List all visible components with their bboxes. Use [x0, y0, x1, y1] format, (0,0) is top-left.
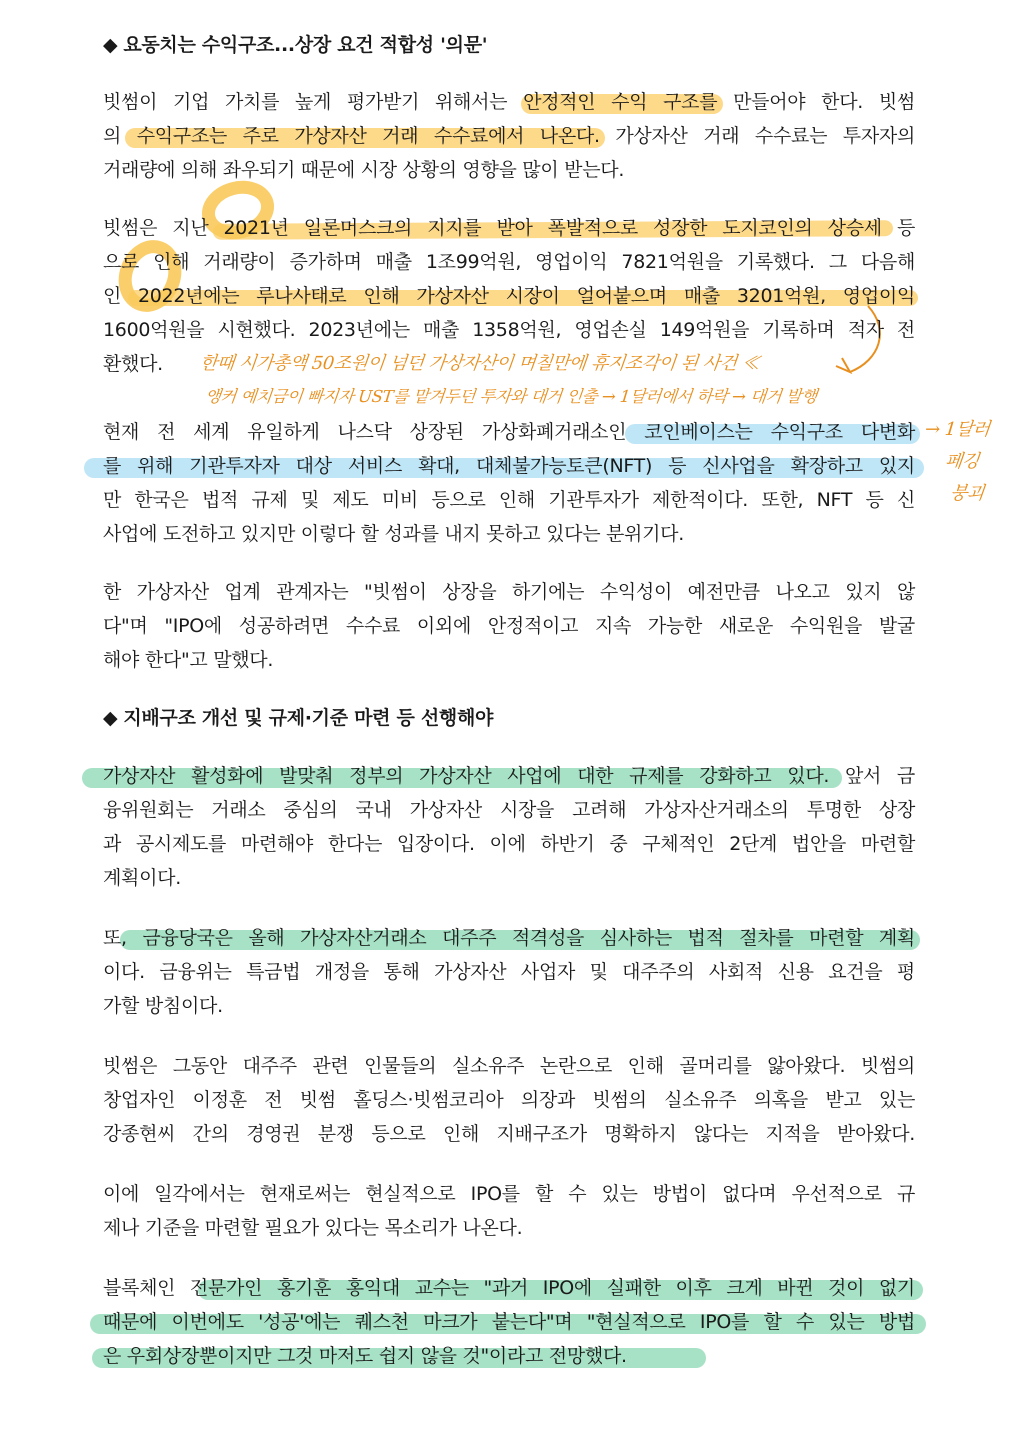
diamond-bullet-icon: ◆ [103, 707, 118, 729]
paragraph-line: 강종현씨 간의 경영권 분쟁 등으로 인해 지배구조가 명확하지 않다는 지적을 받아왔다. [103, 1123, 915, 1145]
handwritten-note-ust-depeg: 앵커 예치금이 빠지자 UST를 맡겨두던 투자와 대거 인출 → 1달러에서 하락 → 대거 발행 [204, 387, 818, 406]
paragraph-line: 때문에 이번에도 '성공'에는 퀘스천 마크가 붙는다"며 "현실적으로 IPO를 할 수 있는 방법 [103, 1311, 915, 1333]
paragraph-line: 또, 금융당국은 올해 가상자산거래소 대주주 적격성을 심사하는 법적 절차를 마련할 계획 [103, 927, 915, 949]
handwritten-side-note-2: 페깅 [943, 451, 980, 472]
paragraph-line: 블록체인 전문가인 홍기훈 홍익대 교수는 "과거 IPO에 실패한 이후 크게 바뀐 것이 없기 [103, 1277, 915, 1299]
paragraph-line: 현재 전 세계 유일하게 나스닥 상장된 가상화폐거래소인 코인베이스는 수익구조 다변화 [103, 421, 915, 443]
paragraph-line: 한 가상자산 업계 관계자는 "빗썸이 상장을 하기에는 수익성이 예전만큼 나오고 있지 않 [103, 581, 915, 603]
heading-text: 요동치는 수익구조...상장 요건 적합성 '의문' [123, 34, 488, 56]
section-heading-revenue [103, 30, 487, 60]
paragraph-line: 빗썸은 그동안 대주주 관련 인물들의 실소유주 논란으로 인해 골머리를 앓아왔다. 빗썸의 [103, 1055, 915, 1077]
diamond-bullet-icon: ◆ [103, 34, 118, 56]
paragraph-line: 은 우회상장뿐이지만 그것 마저도 쉽지 않을 것"이라고 전망했다. [103, 1345, 627, 1367]
paragraph-line: 이에 일각에서는 현재로써는 현실적으로 IPO를 할 수 있는 방법이 없다며 우선적으로 규 [103, 1183, 915, 1205]
paragraph-line: 가할 방침이다. [103, 995, 223, 1017]
paragraph-line: 빗썸은 지난 2021년 일론머스크의 지지를 받아 폭발적으로 성장한 도지코인의 상승세 등 [103, 217, 915, 239]
paragraph-line: 환했다. [103, 353, 163, 375]
paragraph-line: 다"며 "IPO에 성공하려면 수수료 이외에 안정적이고 지속 가능한 새로운 수익원을 발굴 [103, 615, 915, 637]
paragraph-line: 으로 인해 거래량이 증가하며 매출 1조99억원, 영업이익 7821억원을 기록했다. 그 다음해 [103, 251, 915, 273]
paragraph-line: 해야 한다"고 말했다. [103, 649, 274, 671]
paragraph-line: 사업에 도전하고 있지만 이렇다 할 성과를 내지 못하고 있다는 분위기다. [103, 523, 684, 545]
paragraph-line: 빗썸이 기업 가치를 높게 평가받기 위해서는 안정적인 수익 구조를 만들어야 한다. 빗썸 [103, 91, 915, 113]
handwritten-note-luna-event: 한때 시가총액 50조원이 넘던 가상자산이 며칠만에 휴지조각이 된 사건 ≪ [198, 353, 761, 374]
paragraph-line: 융위원회는 거래소 중심의 국내 가상자산 시장을 고려해 가상자산거래소의 투명한 상장 [103, 799, 915, 821]
section-heading-governance [103, 703, 493, 733]
paragraph-line: 이다. 금융위는 특금법 개정을 통해 가상자산 사업자 및 대주주의 사회적 신용 요건을 평 [103, 961, 915, 983]
paragraph-line: 계획이다. [103, 867, 181, 889]
paragraph-line: 과 공시제도를 마련해야 한다는 입장이다. 이에 하반기 중 구체적인 2단계 법안을 마련할 [103, 833, 915, 855]
paragraph-line: 거래량에 의해 좌우되기 때문에 시장 상황의 영향을 많이 받는다. [103, 159, 625, 181]
paragraph-line: 의 수익구조는 주로 가상자산 거래 수수료에서 나온다. 가상자산 거래 수수료는 투자자의 [103, 125, 915, 147]
paragraph-line: 가상자산 활성화에 발맞춰 정부의 가상자산 사업에 대한 규제를 강화하고 있다. 앞서 금 [103, 765, 915, 787]
paragraph-line: 인 2022년에는 루나사태로 인해 가상자산 시장이 얼어붙으며 매출 3201억원, 영업이익 [103, 285, 916, 307]
heading-text: 지배구조 개선 및 규제·기준 마련 등 선행해야 [123, 707, 494, 729]
paragraph-line: 제나 기준을 마련할 필요가 있다는 목소리가 나온다. [103, 1217, 523, 1239]
handwritten-side-note-1: → 1달러 [923, 419, 991, 440]
paragraph-line: 를 위해 기관투자자 대상 서비스 확대, 대체불가능토큰(NFT) 등 신사업을 확장하고 있지 [103, 455, 915, 477]
paragraph-line: 창업자인 이정훈 전 빗썸 홀딩스·빗썸코리아 의장과 빗썸의 실소유주 의혹을 받고 있는 [103, 1089, 915, 1111]
paragraph-line: 만 한국은 법적 규제 및 제도 미비 등으로 인해 기관투자가 제한적이다. 또한, NFT 등 신 [103, 489, 915, 511]
paragraph-line: 1600억원을 시현했다. 2023년에는 매출 1358억원, 영업손실 149억원을 기록하며 적자 전 [103, 319, 915, 341]
handwritten-side-note-3: 붕괴 [948, 483, 985, 504]
